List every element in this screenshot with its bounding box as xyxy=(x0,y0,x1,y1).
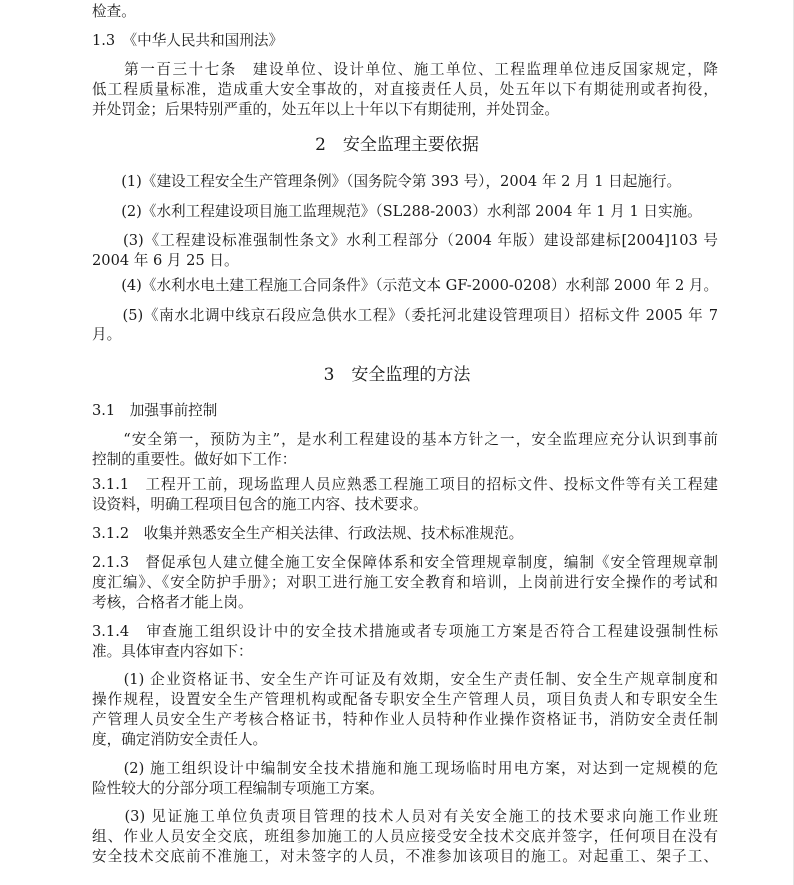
text-line: 考核，合格者才能上岗。 xyxy=(92,594,253,611)
section-heading-3: 3 安全监理的方法 xyxy=(323,365,471,385)
text-line: 2004 年 6 月 25 日。 xyxy=(92,252,239,269)
text-line: 产管理人员安全生产考核合格证书，特种作业人员特种作业操作资格证书，消防安全责任制 xyxy=(92,711,718,728)
section-heading-2: 2 安全监理主要依据 xyxy=(315,135,479,155)
text-line: “安全第一，预防为主”，是水利工程建设的基本方针之一，安全监理应充分认识到事前 xyxy=(92,431,718,448)
text-line: 准。具体审查内容如下： xyxy=(92,643,253,660)
text-line: 操作规程，设置安全生产管理机构或配备专职安全生产管理人员，项目负责人和专职安全生 xyxy=(92,691,718,708)
text-line: (3)《工程建设标准强制性条文》水利工程部分（2004 年版）建设部建标[2004]103 号 xyxy=(92,232,718,249)
text-line: 3.1.4 审查施工组织设计中的安全技术措施或者专项施工方案是否符合工程建设强制性标 xyxy=(92,623,718,640)
text-line: 安全技术交底前不准施工，对未签字的人员，不准参加该项目的施工。对起重工、架子工、 xyxy=(92,848,718,865)
text-line: 并处罚金；后果特别严重的，处五年以上十年以下有期徒刑，并处罚金。 xyxy=(92,101,560,118)
text-line: (5)《南水北调中线京石段应急供水工程》（委托河北建设管理项目）招标文件 2005 年 7 xyxy=(92,307,718,324)
section-heading-3-1: 3.1 加强事前控制 xyxy=(92,402,218,419)
text-line: (2)《水利工程建设项目施工监理规范》（SL288-2003）水利部 2004 年 1 月 1 日实施。 xyxy=(92,203,702,220)
text-line: (3) 见证施工单位负责项目管理的技术人员对有关安全施工的技术要求向施工作业班 xyxy=(92,808,718,825)
text-line: 第一百三十七条 建设单位、设计单位、施工单位、工程监理单位违反国家规定，降 xyxy=(92,61,718,78)
text-line: (1) 企业资格证书、安全生产许可证及有效期，安全生产责任制、安全生产规章制度和 xyxy=(92,671,718,688)
text-line: (2) 施工组织设计中编制安全技术措施和施工现场临时用电方案，对达到一定规模的危 xyxy=(92,760,718,777)
text-line: 险性较大的分部分项工程编制专项施工方案。 xyxy=(92,780,384,797)
text-line: 3.1.2 收集并熟悉安全生产相关法律、行政法规、技术标准规范。 xyxy=(92,525,524,542)
text-line: (1)《建设工程安全生产管理条例》（国务院令第 393 号），2004 年 2 月 1 日起施行。 xyxy=(92,173,682,190)
text-line: 设资料，明确工程项目包含的施工内容、技术要求。 xyxy=(92,496,428,513)
text-line: 2.1.3 督促承包人建立健全施工安全保障体系和安全管理规章制度，编制《安全管理规章制 xyxy=(92,554,718,571)
text-line: 度汇编》、《安全防护手册》；对职工进行施工安全教育和培训，上岗前进行安全操作的考试和 xyxy=(92,574,718,591)
text-line: 组、作业人员安全交底，班组参加施工的人员应接受安全技术交底并签字，任何项目在没有 xyxy=(92,828,718,845)
text-line: 度，确定消防安全责任人。 xyxy=(92,731,268,748)
text-line: 3.1.1 工程开工前，现场监理人员应熟悉工程施工项目的招标文件、投标文件等有关工程建 xyxy=(92,476,718,493)
section-heading-1-3: 1.3 《中华人民共和国刑法》 xyxy=(92,32,284,49)
text-line: 月。 xyxy=(92,326,122,343)
text-line: 控制的重要性。做好如下工作： xyxy=(92,451,297,468)
text-line: 低工程质量标准，造成重大安全事故的，对直接责任人员，处五年以下有期徒刑或者拘役， xyxy=(92,81,718,98)
text-line: 检查。 xyxy=(92,3,136,20)
text-line: (4)《水利水电土建工程施工合同条件》（示范文本 GF-2000-0208）水利部 2000 年 2 月。 xyxy=(92,277,718,294)
